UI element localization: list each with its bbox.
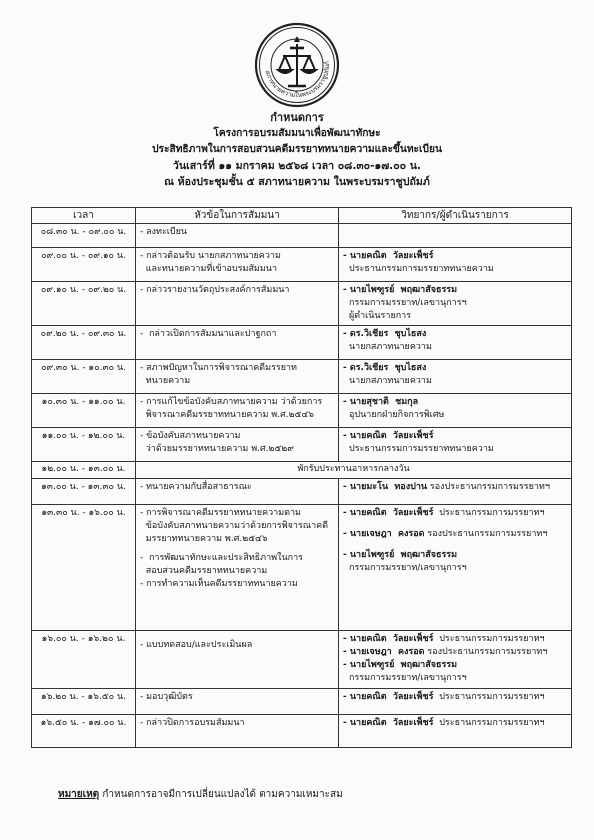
topic-cell: [136, 479, 339, 505]
lunch-break-cell: พักรับประทานอาหารกลางวัน: [136, 462, 572, 479]
table-row: [32, 326, 572, 360]
speaker-cell: [339, 248, 572, 282]
speaker-entry: [343, 430, 567, 443]
time-cell: ๐๙.๑๐ น. - ๐๙.๒๐ น.: [32, 282, 136, 326]
footnote-label: หมายเหตุ: [58, 789, 100, 800]
speaker-name: - นายมะโน ทองปาน: [343, 482, 428, 492]
topic-line: ว่าด้วยมรรยาททนายความ พ.ศ.๒๕๒๙: [140, 444, 294, 454]
speaker-cell: [339, 715, 572, 748]
speaker-name: - นายคณิต วัลยะเพ็ชร์: [343, 634, 434, 644]
council-seal: [254, 22, 340, 108]
time-cell: ๑๒.๐๐ น. - ๑๓.๐๐ น.: [32, 462, 136, 479]
topic-line: - กล่าวเปิดการสัมมนาและปาฐกถา: [140, 329, 277, 339]
table-row: [32, 360, 572, 394]
speaker-position: รองประธานกรรมการมรรยาทฯ: [427, 482, 550, 492]
topic-line: - แบบทดสอบ/และประเมินผล: [140, 640, 253, 650]
topic-cell: [136, 248, 339, 282]
seal-ring-text: สภาทนายความในพระบรมราชูปถัมภ์: [263, 60, 332, 100]
footnote-text: กำหนดการอาจมีการเปลี่ยนแปลงได้ ตามความเหมาะสม: [99, 789, 343, 800]
time-cell: ๑๖.๕๐ น. - ๑๗.๐๐ น.: [32, 715, 136, 748]
header-project-subtitle: ประสิทธิภาพในการสอบสวนคดีมรรยาททนายความและขึ้นทะเบียน: [152, 144, 442, 155]
speaker-cell: [339, 689, 572, 715]
speaker-cell: [339, 282, 572, 326]
topic-line: - กล่าวต้อนรับ นายกสภาทนายความ: [140, 251, 281, 261]
speaker-name: - นายคณิต วัลยะเพ็ชร์: [343, 692, 434, 702]
topic-cell: [136, 715, 339, 748]
topic-cell: [136, 505, 339, 631]
speaker-entry: [343, 507, 567, 520]
topic-cell: [136, 326, 339, 360]
speaker-name: - นายไพฑูรย์ พฤฒาสัจธรรม: [343, 285, 458, 295]
speaker-name: - ดร.วิเชียร ชุบไธสง: [343, 329, 427, 339]
scales-of-justice-emblem-icon: [254, 22, 340, 108]
topic-line: สอบสวนคดีมรรยาททนายความ: [140, 566, 268, 576]
column-header-topic: หัวข้อในการสัมมนา: [136, 208, 339, 224]
speaker-entry: [343, 528, 567, 541]
speaker-entry: [343, 691, 567, 704]
time-cell: ๐๘.๓๐ น. - ๐๙.๐๐ น.: [32, 224, 136, 248]
speaker-entry: [343, 396, 567, 409]
table-row: [32, 689, 572, 715]
speaker-role: นายกสภาทนายความ: [349, 376, 432, 386]
document-header: [0, 110, 594, 190]
topic-cell: [136, 631, 339, 689]
header-title: กำหนดการ: [270, 111, 324, 124]
speaker-cell: [339, 394, 572, 428]
table-row: [32, 631, 572, 689]
speaker-entry: [343, 250, 567, 263]
speaker-position: ประธานกรรมการมรรยาทฯ: [433, 634, 545, 644]
time-cell: ๑๓.๐๐ น. - ๑๓.๓๐ น.: [32, 479, 136, 505]
speaker-name: - นายไพฑูรย์ พฤฒาสัจธรรม: [343, 660, 458, 670]
time-cell: ๑๖.๐๐ น. - ๑๖.๒๐ น.: [32, 631, 136, 689]
speaker-entry: [343, 481, 567, 494]
speaker-name: - นายคณิต วัลยะเพ็ชร์: [343, 508, 434, 518]
speaker-entry: [343, 549, 567, 562]
topic-line: มรรยาททนายความ พ.ศ.๒๕๔๖: [140, 534, 268, 544]
table-row: [32, 394, 572, 428]
table-row: [32, 715, 572, 748]
topic-line: และทนายความที่เข้าอบรมสัมมนา: [140, 264, 278, 274]
speaker-name: - นายเจษฎา คงรอด: [343, 647, 425, 657]
speaker-name: - นายคณิต วัลยะเพ็ชร์: [343, 718, 434, 728]
speaker-cell: [339, 428, 572, 462]
topic-line: - การแก้ไขข้อบังคับสภาทนายความ ว่าด้วยการ: [140, 397, 323, 407]
speaker-cell: [339, 505, 572, 631]
table-row: [32, 428, 572, 462]
speaker-position: รองประธานกรรมการมรรยาทฯ: [424, 529, 548, 539]
speaker-position: รองประธานกรรมการมรรยาทฯ: [424, 647, 548, 657]
topic-line: - ลงทะเบียน: [140, 227, 187, 237]
speaker-name: - นายสุชาติ ชมกุล: [343, 397, 419, 407]
speaker-cell: [339, 224, 572, 248]
topic-line: - สภาพปัญหาในการพิจารณาคดีมรรยาท: [140, 363, 297, 373]
speaker-role: ผู้ดำเนินรายการ: [349, 311, 412, 321]
speaker-cell: [339, 479, 572, 505]
speaker-entry: [343, 633, 567, 646]
table-row: [32, 282, 572, 326]
speaker-role: กรรมการมรรยาท/เลขานุการฯ: [349, 563, 467, 573]
speaker-cell: [339, 360, 572, 394]
speaker-entry: [343, 659, 567, 672]
speaker-cell: [339, 631, 572, 689]
speaker-entry: [343, 328, 567, 341]
speaker-role: กรรมการมรรยาท/เลขานุการฯ: [349, 298, 467, 308]
speaker-role: อุปนายกฝ่ายกิจการพิเศษ: [349, 410, 445, 420]
topic-line: พิจารณาคดีมรรยาททนายความ พ.ศ.๒๕๔๖: [140, 410, 314, 420]
topic-cell: [136, 360, 339, 394]
speaker-role: นายกสภาทนายความ: [349, 342, 432, 352]
speaker-name: - นายไพฑูรย์ พฤฒาสัจธรรม: [343, 550, 458, 560]
speaker-role: ประธานกรรมการมรรยาททนายความ: [349, 264, 494, 274]
speaker-role: กรรมการมรรยาท/เลขานุการฯ: [349, 673, 467, 683]
speaker-position: ประธานกรรมการมรรยาทฯ: [433, 692, 545, 702]
header-date: วันเสาร์ที่ ๑๑ มกราคม ๒๕๖๘ เวลา ๐๘.๓๐-๑๗.๐๐ น.: [172, 160, 422, 172]
speaker-entry: [343, 362, 567, 375]
table-row: [32, 248, 572, 282]
speaker-name: - ดร.วิเชียร ชุบไธสง: [343, 363, 427, 373]
topic-line: ทนายความ: [140, 376, 191, 386]
speaker-cell: [339, 326, 572, 360]
time-cell: ๑๐.๓๐ น. - ๑๑.๐๐ น.: [32, 394, 136, 428]
speaker-entry: [343, 646, 567, 659]
topic-line: - ข้อบังคับสภาทนายความ: [140, 431, 241, 441]
topic-line: - การทำความเห็นคดีมรรยาททนายความ: [140, 579, 298, 589]
topic-cell: [136, 224, 339, 248]
topic-line: - กล่าวรายงานวัตถุประสงค์การสัมมนา: [140, 285, 290, 295]
header-venue: ณ ห้องประชุมชั้น ๕ สภาทนายความ ในพระบรมราชูปถัมภ์: [164, 176, 430, 188]
table-header-row: [32, 208, 572, 224]
topic-line: - ทนายความกับสื่อสาธารณะ: [140, 482, 252, 492]
speaker-name: - นายคณิต วัลยะเพ็ชร์: [343, 431, 434, 441]
speaker-entry: [343, 284, 567, 297]
table-row: [32, 224, 572, 248]
topic-line: ข้อบังคับสภาทนายความว่าด้วยการพิจารณาคดี: [140, 521, 329, 531]
time-cell: ๑๑.๐๐ น. - ๑๒.๐๐ น.: [32, 428, 136, 462]
column-header-time: เวลา: [32, 208, 136, 224]
table-row: [32, 505, 572, 631]
header-project: โครงการอบรมสัมมนาเพื่อพัฒนาทักษะ: [213, 128, 381, 139]
schedule-table: [31, 207, 572, 748]
time-cell: ๑๖.๒๐ น. - ๑๖.๕๐ น.: [32, 689, 136, 715]
topic-cell: [136, 394, 339, 428]
table-row: [32, 462, 572, 479]
time-cell: ๐๙.๐๐ น. - ๐๙.๑๐ น.: [32, 248, 136, 282]
footnote: [58, 787, 343, 802]
speaker-name: - นายคณิต วัลยะเพ็ชร์: [343, 251, 434, 261]
speaker-entry: [343, 717, 567, 730]
speaker-role: ประธานกรรมการมรรยาททนายความ: [349, 444, 494, 454]
speaker-position: ประธานกรรมการมรรยาทฯ: [433, 508, 545, 518]
speaker-name: - นายเจษฎา คงรอด: [343, 529, 425, 539]
topic-line: - การพัฒนาทักษะและประสิทธิภาพในการ: [140, 553, 303, 563]
table-row: [32, 479, 572, 505]
schedule-body: [32, 224, 572, 748]
topic-line: - มอบวุฒิบัตร: [140, 692, 193, 702]
time-cell: ๐๙.๓๐ น. - ๑๐.๓๐ น.: [32, 360, 136, 394]
speaker-position: ประธานกรรมการมรรยาทฯ: [433, 718, 545, 728]
time-cell: ๐๙.๒๐ น. - ๐๙.๓๐ น.: [32, 326, 136, 360]
topic-line: - การพิจารณาคดีมรรยาททนายความตาม: [140, 508, 301, 518]
topic-cell: [136, 428, 339, 462]
topic-cell: [136, 282, 339, 326]
topic-line: - กล่าวปิดการอบรมสัมมนา: [140, 718, 245, 728]
column-header-speaker: วิทยากร/ผู้ดำเนินรายการ: [339, 208, 572, 224]
topic-cell: [136, 689, 339, 715]
time-cell: ๑๓.๓๐ น. - ๑๖.๐๐ น.: [32, 505, 136, 631]
